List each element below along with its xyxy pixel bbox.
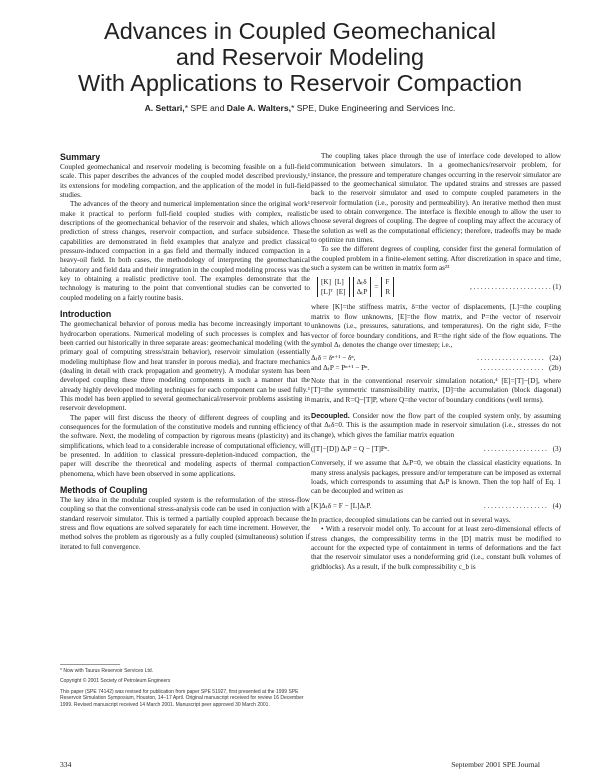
- summary-paragraph: Coupled geomechanical and reservoir modeling is becoming feasible on a full-field scale. This paper describes the advances of the coupled model described previously,¹ its extensions for modeling compaction, and the application of the model in full-field studies.: [60, 163, 310, 200]
- paper-title-line-2: and Reservoir Modeling: [175, 44, 425, 70]
- summary-paragraph: The advances of the theory and numerical implementation since the original work¹ make it practical to perform full-field coupled studies with complex, realistic descriptions of the geomechanical behavior of the reservoir and shales, which allows prediction of stress changes, reservoir compaction, and surface subsidence. These capabilities are demonstrated in field examples that analyze and predict classical pressure-induced compaction in a gas field and thermally induced compaction in a heavy-oil field. In both cases, the methodology of interpreting the geomechanical laboratory and field data and their integration in the coupled modeling process was the key to obtaining a realistic predictive tool. The examples demonstrate that the technology is maturing to the point that conventional studies can be converted to coupled modeling on a fairly routine basis.: [60, 200, 310, 302]
- body-paragraph: To see the different degrees of coupling, consider first the general formulation of the coupled problem in a finite-element setting. After discretization in space and time, such a system can be written in matrix form as²³: [311, 245, 561, 273]
- footnote-divider: [60, 664, 120, 665]
- decoupled-label: Decoupled.: [311, 410, 350, 420]
- decoupled-text: Consider now the flow part of the coupled system only, by assuming that Δₜδ=0. This is the assumption made in reservoir simulation (i.e., stresses do not change), which gives the familiar matrix equation: [311, 411, 561, 439]
- body-paragraph: where [K]=the stiffness matrix, δ=the vector of displacements, [L]=the coupling matrix to flow unknowns, [E]=the flow matrix, and P=the vector of reservoir unknowns (i.e., pressures, saturations, and temperatures). On the right side, F=the vector of force boundary conditions, and R=the right side of the flow equations. The symbol Δₜ denotes the change over timestep; i.e.,: [311, 303, 561, 349]
- body-paragraph: Note that in the conventional reservoir simulation notation,⁴ [E]=[T]−[D], where [T]=the symmetric transmissibility matrix, [D]=the accumulation (block diagonal) matrix, and R=Q−[T]P, where Q=the vector of boundary conditions (well terms).: [311, 376, 561, 404]
- equation-text: ([T]−[D]) ΔₜP = Q − [T]Pⁿ.: [311, 444, 389, 453]
- equation-number: (2a): [549, 354, 561, 363]
- body-paragraph: • With a reservoir model only. To account for at least zero-dimensional effects of stress changes, the compressibility terms in the [D] matrix must be modified to account for the expected type of containment in terms of deformations and the fact that the reservoir simulator uses a nondeforming grid (i.e., constant bulk volumes of gridblocks). As a result, if the bulk compressibility c_b is: [311, 525, 561, 571]
- body-paragraph: The coupling takes place through the use of interface code developed to allow communication between simulators. In a geomechanics/reservoir problem, for instance, the pressure and temperature changes occurring in the reservoir simulator are passed to the geomechanical simulator. The updated strains and stresses are passed back to the reservoir simulator and used to compute coupled parameters in the reservoir formulation (i.e., porosity and permeability). An iterative method then must be used to obtain convergence. The interface is flexible enough to allow the user to choose several degrees of coupling. The degree of coupling may affect the accuracy of the solution as well as the computational efficiency; therefore, tradeoffs may be made to optimize run times.: [311, 152, 561, 245]
- author-2: Dale A. Walters,: [226, 103, 292, 113]
- body-paragraph: Conversely, if we assume that ΔₜP=0, we obtain the classical elasticity equations. In many stress analysis packages, pressure and/or temperature can be imposed as external loads, which corresponds to assuming that ΔₜP is known. Then the top half of Eq. 1 can be decoupled and written as: [311, 459, 561, 496]
- equation-4: [K]Δₜδ = F − [L]ΔₜP. . . . . . . . . . . . . . . . . . . (4): [311, 501, 561, 510]
- equation-text: Δₜδ = δⁿ⁺¹ − δⁿ,: [311, 354, 356, 363]
- equation-number: (1): [552, 283, 561, 292]
- body-paragraph: In practice, decoupled simulations can be carried out in several ways.: [311, 516, 511, 524]
- footnote-publication-history: This paper (SPE 74142) was revised for publication from paper SPE 51927, first presented at the 1999 SPE Reservoir Simulation Symposium, Houston, 14–17 April. Original manuscript received for review 16 December 1999. Revised manuscript received 14 March 2001. Manuscript peer approved 30 March 2001.: [60, 688, 304, 708]
- author-2-affiliation: * SPE, Duke Engineering and Services Inc.: [291, 103, 456, 113]
- equation-2a: Δₜδ = δⁿ⁺¹ − δⁿ, . . . . . . . . . . . . . . . . . . . (2a): [311, 354, 561, 363]
- paper-title-line-3: With Applications to Reservoir Compaction: [77, 70, 523, 96]
- equation-1: [K] [L] [L]ᵀ [E] Δₜδ ΔₜP = F R , . . . . . . . . . . . . . . . . . . . . . . (1): [317, 277, 561, 297]
- equation-3: ([T]−[D]) ΔₜP = Q − [T]Pⁿ. . . . . . . . . . . . . . . . . . . (3): [311, 444, 561, 453]
- body-paragraph: [311, 411, 561, 440]
- introduction-paragraph: The paper will first discuss the theory of different degrees of coupling and its consequences for the formulation of the constitutive models and running efficiency of the software. Next, the modeling of compaction by rigorous means (plasticity) and its simplifications, which lead to a considerable increase of computational efficiency, will be presented. In addition to classical pressure-depletion-induced compaction, the paper will describe the theoretical and modeling aspects of thermal compaction phenomena, which have been observed in some applications.: [60, 413, 310, 478]
- left-column: [60, 152, 310, 552]
- right-column: [311, 152, 561, 572]
- footnote-affiliation: * Now with Taurus Reservoir Services Ltd.: [60, 668, 153, 674]
- equation-2b: and ΔₜP = Pⁿ⁺¹ − Pⁿ. . . . . . . . . . . . . . . . . . . (2b): [311, 363, 561, 372]
- methods-paragraph: The key idea in the modular coupled system is the reformulation of the stress-flow coupling so that the conventional stress-analysis code can be used in conjuction with a standard reservoir simulator. This is termed a partially coupled approach because the stress and flow equations are solved separately for each time increment. However, the method solves the problem as rigorously as a fully coupled (simultaneous) solution if iterated to full convergence.: [60, 496, 310, 551]
- footnotes: [60, 668, 310, 708]
- journal-footer: September 2001 SPE Journal: [451, 760, 540, 769]
- equation-text: [K]Δₜδ = F − [L]ΔₜP.: [311, 501, 372, 510]
- equation-text: and ΔₜP = Pⁿ⁺¹ − Pⁿ.: [311, 363, 370, 372]
- methods-heading: Methods of Coupling: [60, 485, 148, 495]
- introduction-paragraph: The geomechanical behavior of porous media has become increasingly important to hydrocarbon operations. Numerical modeling of such processes is complex and has been carried out historically in three separate areas: geomechanical modeling (with the primary goal of computing stress/strain behavior), reservoir simulation (essentially modeling multiphase flow and heat transfer in porous media), and fracture mechanics (dealing in detail with crack propagation and geometry). A modular system has been developed coupling these three modeling components in such a manner that the already highly developed modeling techniques for each component can be used fully.¹ This model has been applied to several geomechanical/reservoir problems assisting in reservoir development.: [60, 320, 310, 413]
- equation-number: (4): [552, 501, 561, 510]
- equation-number: (2b): [549, 363, 561, 372]
- summary-heading: Summary: [60, 152, 101, 162]
- author-1: A. Settari,: [144, 103, 185, 113]
- author-line: [0, 103, 600, 113]
- paper-title-line-1: Advances in Coupled Geomechanical: [104, 18, 496, 44]
- footnote-copyright: Copyright © 2001 Society of Petroleum Engineers: [60, 678, 171, 685]
- author-1-affiliation: * SPE and: [184, 103, 225, 113]
- introduction-heading: Introduction: [60, 309, 112, 320]
- page-number: 334: [60, 760, 72, 769]
- equation-number: (3): [552, 444, 561, 453]
